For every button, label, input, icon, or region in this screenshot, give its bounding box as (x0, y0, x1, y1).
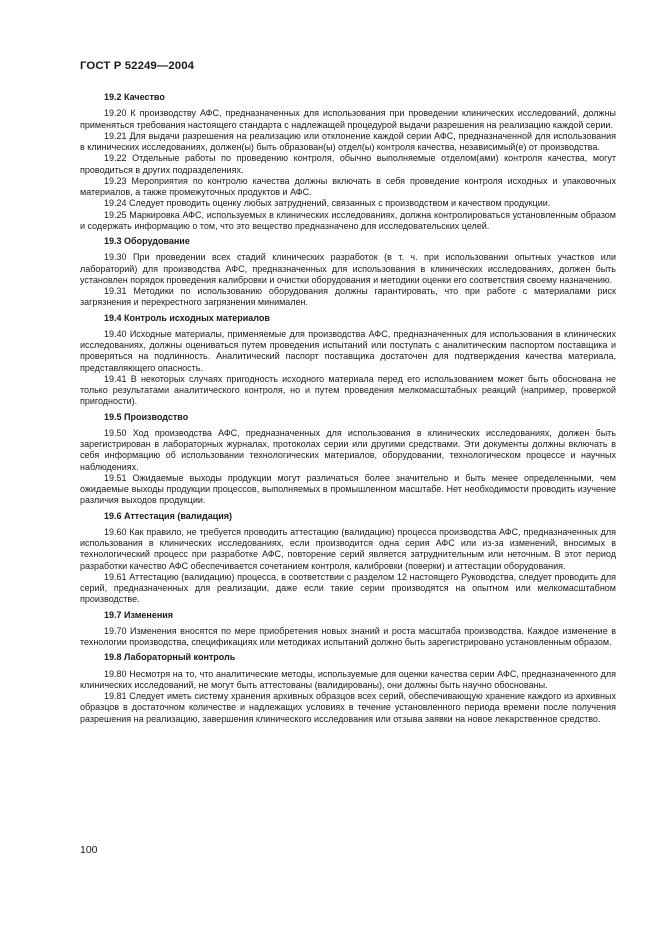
paragraph: 19.20 К производству АФС, предназначенных для использования при проведении клинических исследований, должны применяться требования настоящего стандарта с надлежащей процедурой выдачи разрешения на реализацию каждой серии. (80, 108, 616, 130)
paragraph: 19.61 Аттестацию (валидацию) процесса, в соответствии с разделом 12 настоящего Руководства, следует проводить для серий, предназначенных для реализации, даже если такие серии производятся на опытном или мелкомасштабном производстве. (80, 571, 616, 605)
paragraph: 19.30 При проведении всех стадий клинических разработок (в т. ч. при использовании опытных участков или лабораторий) для производства АФС, предназначенных для использования в клинических исследованиях, должен быть установлен порядок проведения калибровки и очистки оборудования и методики оценки его соответствия своему назначению. (80, 252, 616, 285)
paragraph: 19.24 Следует проводить оценку любых затруднений, связанных с производством и качеством продукции. (104, 198, 551, 209)
paragraph: 19.81 Следует иметь систему хранения архивных образцов всех серий, обеспечивающую хранение каждого из архивных образцов в достаточном количестве и надлежащих условиях в течение установленного периода времени после получения разрешения на реализацию, завершения клинического исследования или отзыва заявки на новое лекарственное средство. (80, 691, 616, 724)
paragraph: 19.23 Мероприятия по контролю качества должны включать в себя проведение контроля исходных и упаковочных материалов, а также промежуточных продуктов и АФС. (80, 175, 616, 197)
document-code-header: ГОСТ Р 52249—2004 (80, 60, 195, 72)
section-heading: 19.5 Производство (104, 411, 189, 422)
paragraph: 19.31 Методики по использованию оборудования должны гарантировать, что при работе с материалами риск загрязнения и перекрестного загрязнения минимален. (80, 286, 616, 308)
section-heading: 19.2 Качество (104, 92, 165, 102)
section-heading: 19.3 Оборудование (104, 236, 190, 246)
paragraph: 19.22 Отдельные работы по проведению контроля, обычно выполняемые отделом(ами) контроля качества, могут проводиться в других подразделениях. (80, 153, 616, 175)
section-heading: 19.4 Контроль исходных материалов (104, 312, 270, 323)
paragraph: 19.25 Маркировка АФС, используемых в клинических исследованиях, должна контролироваться установленным образом и содержать информацию о том, что это вещество предназначено для исследовательских целей. (80, 209, 616, 231)
document-body (80, 92, 616, 725)
paragraph: 19.41 В некоторых случаях пригодность исходного материала перед его использованием может быть обоснована не только результатами аналитического контроля, но и путем проведения мелкомасштабных реакций (например, проверкой пригодности). (80, 373, 616, 407)
section-heading: 19.8 Лабораторный контроль (104, 652, 236, 663)
paragraph: 19.21 Для выдачи разрешения на реализацию или отклонение каждой серии АФС, предназначенной для использования в клинических исследованиях, должен(ы) быть образован(ы) отдел(ы) контроля качества, независимый(е) от производства. (80, 130, 616, 152)
paragraph: 19.50 Ход производства АФС, предназначенных для использования в клинических исследованиях, должен быть зарегистрирован в лабораторных журналах, протоколах серии или другими средствами. Эти документы должны включать в себя информацию об использовании технологических материалов, оборудовании, технологическом процессе и научных наблюдениях. (80, 427, 616, 472)
paragraph: 19.60 Как правило, не требуется проводить аттестацию (валидацию) процесса производства АФС, предназначенных для использования в клинических исследованиях, если производится одна серия АФС или из-за изменений, вносимых в технологический процесс при разработке АФС, повторение серий является затруднительным или неточным. В этот период разработки качество АФС обеспечивается сочетанием контроля, калибровки (поверки) и аттестации оборудования. (80, 526, 616, 571)
page-number: 100 (80, 844, 98, 856)
paragraph: 19.40 Исходные материалы, применяемые для производства АФС, предназначенных для использования в клинических исследованиях, должны оцениваться путем проведения испытаний или поступать с аналитическим паспортом поставщика и проверяться на подлинность. Аналитический паспорт поставщика достаточен для подтверждения качества материала, представляющего опасность. (80, 328, 616, 373)
paragraph: 19.70 Изменения вносятся по мере приобретения новых знаний и роста масштаба производства. Каждое изменение в технологии производства, спецификациях или методиках испытаний должно быть зарегистрировано установленным образом. (80, 625, 616, 647)
paragraph: 19.51 Ожидаемые выходы продукции могут различаться более значительно и быть менее определенными, чем ожидаемые выходы продукции процессов, выполняемых в промышленном масштабе. Нет необходимости проводить изучение различия выходов продукции. (80, 472, 616, 506)
section-heading: 19.7 Изменения (104, 609, 174, 620)
paragraph: 19.80 Несмотря на то, что аналитические методы, используемые для оценки качества серии АФС, предназначенного для клинических исследований, не могут быть аттестованы (валидированы), они должны быть научно обоснованы. (80, 668, 616, 690)
section-heading: 19.6 Аттестация (валидация) (104, 510, 233, 521)
